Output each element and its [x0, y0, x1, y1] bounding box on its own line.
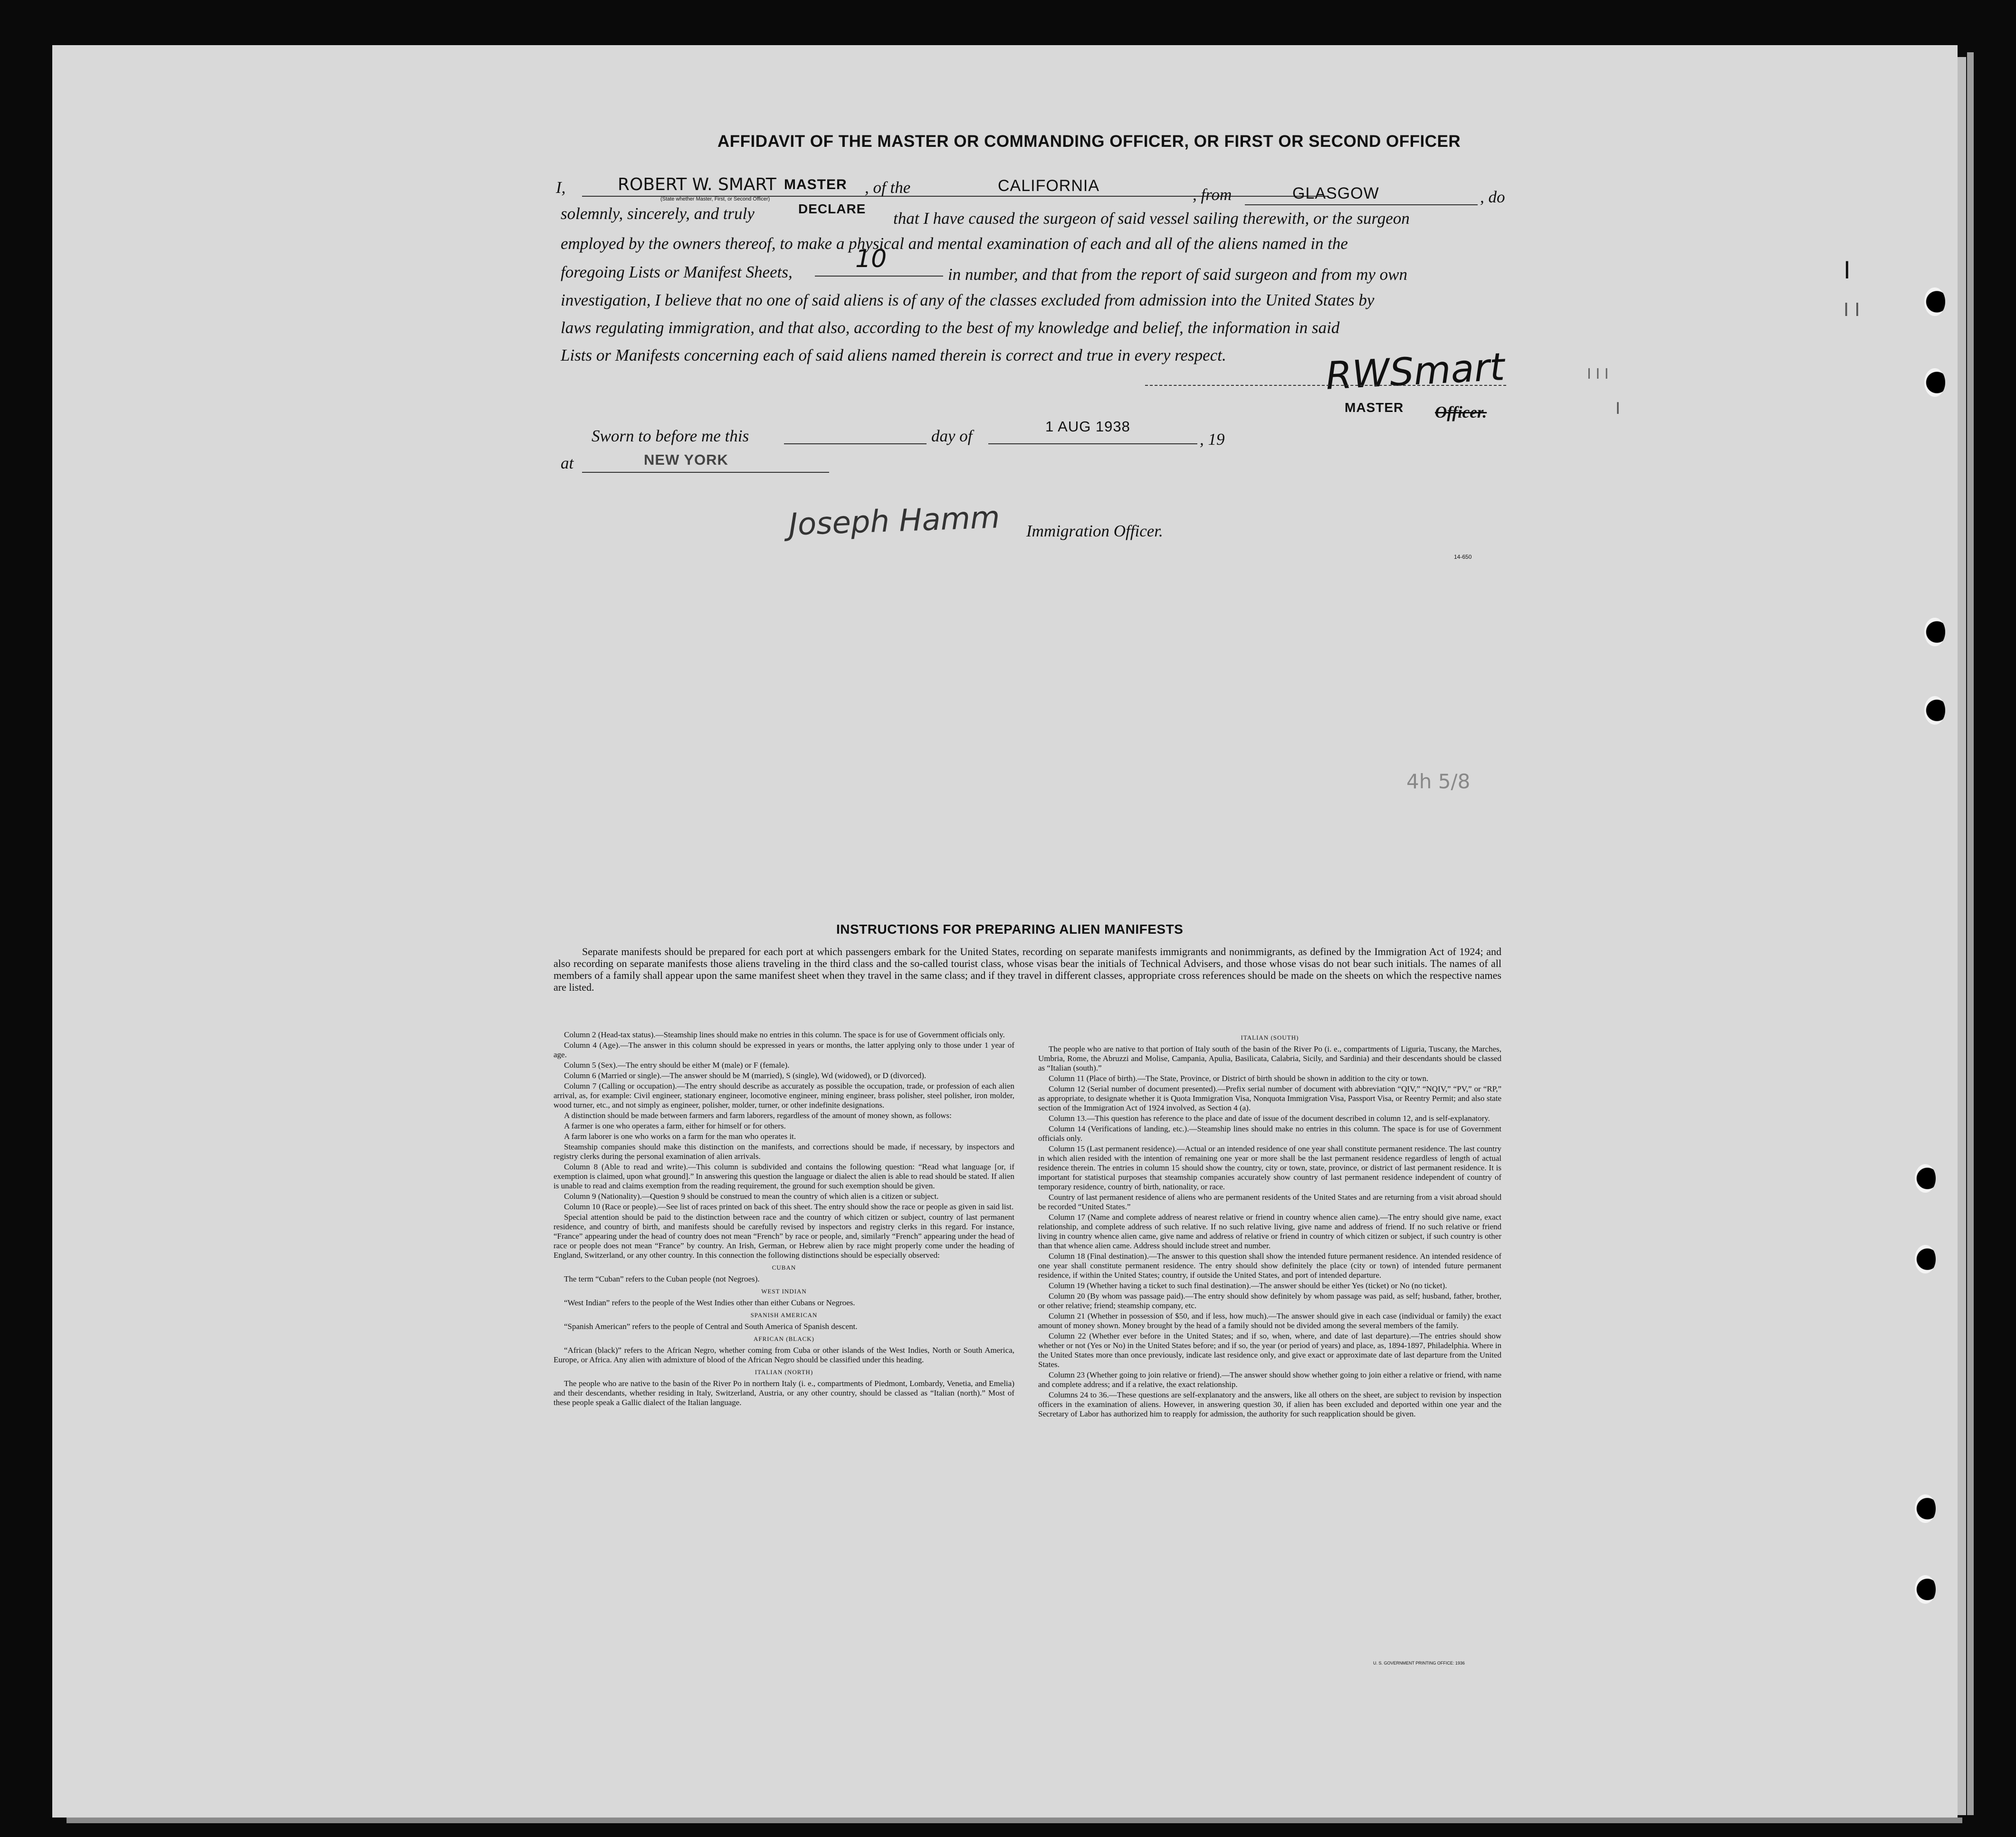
instruction-paragraph: Column 8 (Able to read and write).—This column is subdivided and contains the following question: “Read what language [or, if exemption is claimed, upon what ground].” In answering this question the language or dialect the alien is able to read should be stated. If alien is unable to read and claims exemption from the reading requirement, the ground for such exemption should be given. [554, 1162, 1014, 1190]
page-edge [67, 1818, 1962, 1823]
place-stamp: NEW YORK [644, 451, 728, 468]
rule [1145, 366, 1506, 386]
master-rank-stamp: MASTER [1345, 400, 1404, 415]
margin-mark: I I I [1587, 366, 1609, 383]
heading-african: AFRICAN (BLACK) [753, 1335, 815, 1342]
punch-hole [1924, 696, 1945, 725]
text: day of [931, 427, 973, 445]
punch-hole [1915, 1245, 1936, 1273]
instruction-paragraph: Column 14 (Verifications of landing, etc.).—Steamship lines should make no entries in this column. The space is for use of Government officials only. [1038, 1124, 1501, 1143]
punch-hole [1915, 1575, 1936, 1604]
sworn-label: Sworn to before me this [592, 427, 749, 445]
instruction-paragraph: Column 5 (Sex).—The entry should be either M (male) or F (female). [564, 1061, 790, 1070]
instruction-paragraph: The people who are native to that portion of Italy south of the basin of the River Po (i. e., compartments of Liguria, Tuscany, the Marches, Umbria, Rome, the Abruzzi and Molise, Campania, Apulia, Basilicata, Calabria, Sicily, and Sardinia) and their descendants should be classed as “Italian (south).” [1038, 1044, 1501, 1072]
instructions-intro: Separate manifests should be prepared for each port at which passengers embark for the United States, recording on separate manifests immigrants and nonimmigrants, as defined by the Immigration Act of 1924; and also recording on separate manifests those aliens traveling in the third class and the so-called tourist class, whose visas bear the initials of Technical Advisers, and those whose visas do not bear such initials. The names of all members of a family shall appear upon the same manifest sheet when they travel in the same class; and if they travel in different classes, appropriate cross references should be made on the sheets on which the respective names are listed. [554, 946, 1501, 993]
instruction-paragraph: Column 20 (By whom was passage paid).—The entry should show definitely by whom passage was paid, as self; husband, father, brother, or other relative; friend; steamship company, etc. [1038, 1292, 1501, 1310]
heading-italian-south: ITALIAN (SOUTH) [1241, 1034, 1299, 1041]
margin-mark: I I [1844, 299, 1860, 320]
instruction-paragraph: Column 4 (Age).—The answer in this column should be expressed in years or months, the latter applying only to those under 1 year of age. [554, 1041, 1014, 1059]
punch-hole [1924, 368, 1945, 397]
instruction-paragraph: Steamship companies should make this distinction on the manifests, and corrections should be made, if necessary, by inspectors and registry clerks during the personal examination of alien arrivals. [554, 1142, 1014, 1161]
instruction-paragraph: Column 18 (Final destination).—The answer to this question shall show the intended future permanent residence. An intended residence of one year shall constitute permanent residence. The entry should show definitely the place (city or town) of intended future permanent residence, if within the United States; country, if outside the United States, and port of intended departure. [1038, 1252, 1501, 1280]
instruction-paragraph: Column 2 (Head-tax status).—Steamship lines should make no entries in this column. The space is for use of Government officials only. [564, 1030, 1005, 1039]
heading-west-indian: WEST INDIAN [761, 1288, 807, 1295]
margin-mark: I [1615, 399, 1621, 418]
text: that I have caused the surgeon of said vessel sailing therewith, or the surgeon [893, 209, 1410, 228]
officer-name: ROBERT W. SMART [618, 175, 776, 194]
instruction-paragraph: Column 9 (Nationality).—Question 9 should be construed to mean the country of which alien is a citizen or subject. [564, 1192, 939, 1201]
text: in number, and that from the report of said surgeon and from my own [948, 265, 1408, 284]
form-number: 14-650 [1454, 554, 1472, 560]
instruction-paragraph: Column 11 (Place of birth).—The State, Province, or District of birth should be shown in addition to the city or town. [1049, 1074, 1429, 1083]
officer-label: Officer. [1435, 403, 1487, 421]
para-spanish-american: “Spanish American” refers to the people of Central and South America of Spanish descent. [564, 1322, 858, 1331]
affidavit-title: AFFIDAVIT OF THE MASTER OR COMMANDING OFFICER, OR FIRST OR SECOND OFFICER [717, 132, 1461, 151]
sheet-count: 10 [855, 245, 887, 273]
departure-port: GLASGOW [1292, 184, 1379, 202]
text: , of the [865, 178, 911, 197]
rank-hint: (State whether Master, First, or Second Officer) [660, 196, 770, 202]
instruction-paragraph: Columns 24 to 36.—These questions are self-explanatory and the answers, like all others on the sheet, are subject to revision by inspection officers in the examination of aliens. However, in answering question 30, if alien has been excluded and deported within one year and the Secretary of Labor has authorized him to reapply for admission, the authority for such reapplication should be given. [1038, 1390, 1501, 1418]
instruction-paragraph: Column 23 (Whether going to join relative or friend).—The answer should show whether going to join either a relative or friend, with name and complete address; and if a relative, the exact relationship. [1038, 1370, 1501, 1389]
instruction-paragraph: A farm laborer is one who works on a farm for the man who operates it. [564, 1132, 796, 1141]
instruction-paragraph: Column 12 (Serial number of document presented).—Prefix serial number of document with abbreviation “QIV,” “NQIV,” “PV,” or “RP,” as appropriate, to designate whether it is Quota Immigration Visa, Nonquota Immigration Visa, Passport Visa, or Reentry Permit; and also state section of the Immigration Act of 1924 involved, as Section 4 (a). [1038, 1084, 1501, 1112]
text: foregoing Lists or Manifest Sheets, [561, 263, 793, 281]
vessel-name: CALIFORNIA [998, 177, 1100, 195]
margin-mark: 4h 5/8 [1406, 770, 1471, 793]
text: at [561, 454, 574, 472]
punch-hole [1915, 1494, 1936, 1523]
text: , do [1480, 188, 1505, 206]
declare-stamp: DECLARE [798, 201, 866, 216]
instruction-paragraph: Column 6 (Married or single).—The answer should be M (married), S (single), Wd (widowed), or D (divorced). [564, 1071, 927, 1080]
text: solemnly, sincerely, and truly [561, 204, 755, 223]
text: Lists or Manifests concerning each of said aliens named therein is correct and true in every respect. [561, 346, 1226, 364]
instructions-title: INSTRUCTIONS FOR PREPARING ALIEN MANIFESTS [836, 922, 1184, 937]
para-italian-north: The people who are native to the basin of the River Po in northern Italy (i. e., compartments of Piedmont, Lombardy, Venetia, and Emelia) and their descendants, whether residing in Italy, Switzerland, Austria, or any other country, should be classed as “Italian (north).” Most of these people speak a Gallic dialect of the Italian language. [554, 1379, 1014, 1407]
instructions-right-column [1038, 1030, 1501, 1662]
heading-spanish-american: SPANISH AMERICAN [750, 1311, 818, 1319]
instruction-paragraph: Column 15 (Last permanent residence).—Actual or an intended residence of one year shall constitute permanent residence. The last country in which alien resided with the intention of remaining one year or more shall be the last permanent residence regardless of length of actual residence therein. The entries in column 15 should show the country, city or town, state, province, or district of last permanent residence. It is important for statistical purposes that steamship companies accurately show country of last permanent residence independent of country of temporary residence, country of birth, nationality, or race. [1038, 1144, 1501, 1191]
officer-rank: MASTER [784, 177, 847, 192]
instruction-paragraph: Column 10 (Race or people).—See list of races printed on back of this sheet. The entry should show the race or people as given in said list. [564, 1202, 1014, 1211]
page-edge [1958, 57, 1966, 1815]
text-i: I, [556, 178, 566, 197]
punch-hole [1915, 1164, 1936, 1193]
rule [784, 425, 927, 444]
instruction-paragraph: Column 17 (Name and complete address of nearest relative or friend in country whence alien came).—The entry should give name, exact relationship, and complete address of such relative. If no such relative living, give name and address of friend. If no such relative or friend living in country whence alien came, give name and address of relative or friend in country of which citizen or subject, if such country is other than that whence alien came. Address should include street and number. [1038, 1213, 1501, 1250]
instruction-paragraph: Column 19 (Whether having a ticket to such final destination).—The answer should be either Yes (ticket) or No (no ticket). [1049, 1281, 1447, 1290]
punch-hole [1924, 287, 1945, 316]
immigration-officer-label: Immigration Officer. [1026, 522, 1163, 540]
instruction-paragraph: Country of last permanent residence of aliens who are permanent residents of the United States and are returning from a visit abroad should be recorded “United States.” [1038, 1193, 1501, 1211]
para-african: “African (black)” refers to the African Negro, whether coming from Cuba or other islands of the West Indies, North or South America, Europe, or Africa. Any alien with admixture of blood of the African Negro should be classified under this heading. [554, 1346, 1014, 1364]
instruction-paragraph: A farmer is one who operates a farm, either for himself or for others. [564, 1121, 786, 1130]
text: laws regulating immigration, and that also, according to the best of my knowledge and belief, the information in said [561, 318, 1340, 337]
instruction-paragraph: Column 21 (Whether in possession of $50, and if less, how much).—The answer should give in each case (individual or family) the exact amount of money shown. Money brought by the head of a family should not be divided among the several members of the family. [1038, 1311, 1501, 1330]
master-signature: RWSmart [1324, 344, 1506, 398]
officer-signature: Joseph Hamm [788, 500, 1001, 543]
instruction-paragraph: Column 22 (Whether ever before in the United States; and if so, when, where, and date of last departure).—The entries should show whether or not (Yes or No) in the United States before; and if so, the year (or period of years) and place, as, 1894-1897, Philadelphia. Where in the United States more than once previously, indicate last residence only, and give exact or approximate date of last departure from the United States. [1038, 1331, 1501, 1369]
instructions-left-column [554, 1030, 1014, 1662]
text: employed by the owners thereof, to make a physical and mental examination of each and all of the aliens named in the [561, 234, 1348, 253]
heading-cuban: CUBAN [772, 1264, 796, 1271]
margin-mark: I [1844, 257, 1851, 284]
printer-imprint: U. S. GOVERNMENT PRINTING OFFICE: 1936 [1373, 1661, 1465, 1665]
para-cuban: The term “Cuban” refers to the Cuban people (not Negroes). [564, 1274, 760, 1283]
date-stamp: 1 AUG 1938 [1045, 418, 1130, 435]
instruction-paragraph: Column 7 (Calling or occupation).—The entry should describe as accurately as possible the occupation, trade, or profession of each alien arrival, as, for example: Civil engineer, stationary engineer, locomotive engineer, mining engineer, brass polisher, steel polisher, iron molder, wood turner, etc., and not simply as engineer, polisher, molder, turner, or other indefinite designations. [554, 1081, 1014, 1110]
page-edge [1967, 52, 1974, 1815]
text: , from [1193, 185, 1232, 204]
instruction-paragraph: Special attention should be paid to the distinction between race and the country of which citizen or subject, country of last permanent residence, and country of birth, and manifests should be carefully revised by inspectors and registry clerks in this regard. For instance, “France” appearing under the head of country does not mean “French” by race or people, and, similarly “French” appearing under the head of race or people does not mean “France” by country. An Irish, German, or Hebrew alien by race might properly come under the heading of England, Switzerland, or any other country. In this connection the following distinctions should be especially observed: [554, 1213, 1014, 1260]
text: , 19 [1200, 430, 1225, 449]
instruction-paragraph: A distinction should be made between farmers and farm laborers, regardless of the amount of money shown, as follows: [564, 1111, 952, 1120]
para-west-indian: “West Indian” refers to the people of the West Indies other than either Cubans or Negroes. [564, 1298, 855, 1307]
text: investigation, I believe that no one of said aliens is of any of the classes excluded from admission into the United States by [561, 291, 1375, 309]
punch-hole [1924, 618, 1945, 646]
heading-italian-north: ITALIAN (NORTH) [755, 1368, 813, 1376]
instruction-paragraph: Column 13.—This question has reference to the place and date of issue of the document described in column 12, and is self-explanatory. [1049, 1114, 1490, 1123]
